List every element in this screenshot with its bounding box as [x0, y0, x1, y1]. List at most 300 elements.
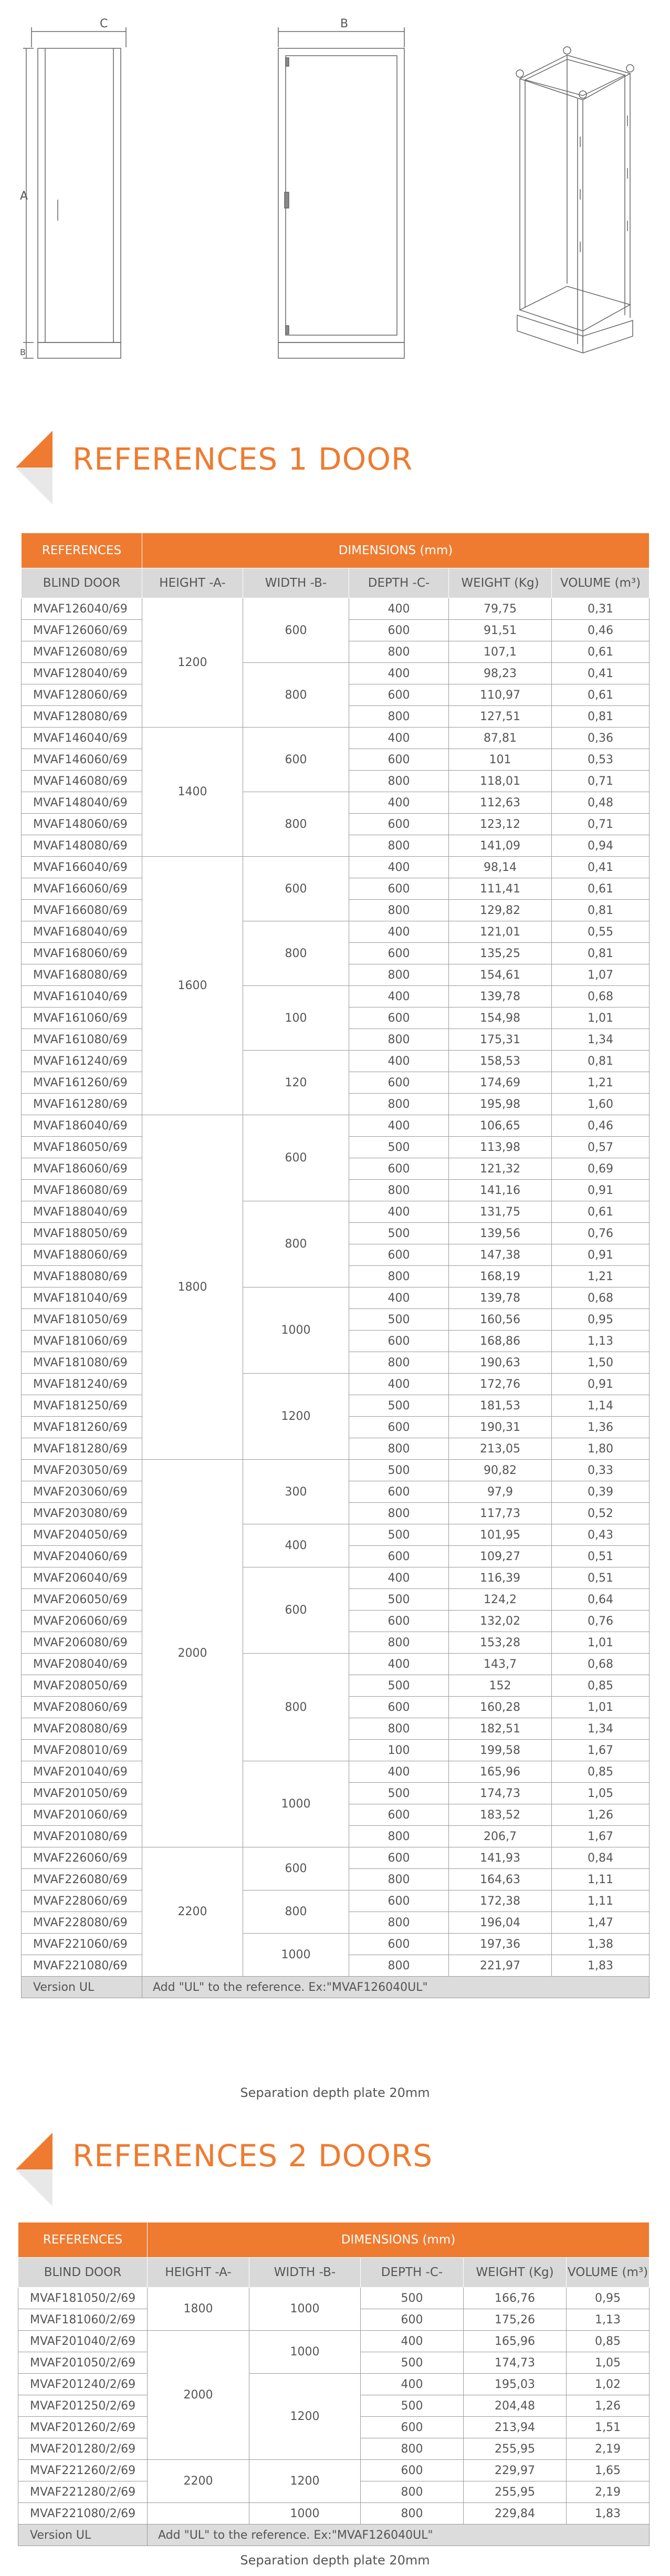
weight-cell: 143,7 — [449, 1654, 552, 1675]
weight-cell: 127,51 — [449, 706, 552, 728]
weight-cell: 255,95 — [464, 2438, 567, 2460]
model-reference-cell: MVAF186060/69 — [22, 1158, 142, 1180]
volume-cell: 0,71 — [552, 771, 650, 792]
width-cell: 400 — [243, 1524, 349, 1567]
table-row — [22, 1201, 650, 1223]
volume-cell: 0,69 — [552, 1158, 650, 1180]
depth-cell: 800 — [349, 1718, 449, 1740]
model-reference-cell: MVAF181060/2/69 — [18, 2309, 148, 2331]
depth-cell: 400 — [361, 2374, 464, 2395]
volume-cell: 0,52 — [552, 1503, 650, 1524]
model-reference-cell: MVAF168080/69 — [22, 964, 142, 986]
volume-cell: 1,02 — [567, 2374, 650, 2395]
model-reference-cell: MVAF161260/69 — [22, 1072, 142, 1094]
depth-cell: 800 — [349, 1955, 449, 1977]
depth-cell: 600 — [349, 1244, 449, 1266]
table-row — [22, 1934, 650, 1955]
depth-cell: 800 — [349, 706, 449, 728]
weight-cell: 154,61 — [449, 964, 552, 986]
depth-cell: 400 — [349, 663, 449, 684]
width-cell: 300 — [243, 1460, 349, 1524]
table-row — [22, 986, 650, 1007]
model-reference-cell: MVAF201250/2/69 — [18, 2395, 148, 2417]
volume-cell: 0,53 — [552, 749, 650, 771]
width-cell: 800 — [243, 1201, 349, 1287]
model-reference-cell: MVAF181240/69 — [22, 1374, 142, 1395]
model-reference-cell: MVAF166040/69 — [22, 857, 142, 878]
model-reference-cell: MVAF204050/69 — [22, 1524, 142, 1546]
depth-cell: 400 — [349, 728, 449, 749]
model-reference-cell: MVAF206040/69 — [22, 1567, 142, 1589]
width-cell: 1200 — [249, 2460, 361, 2503]
weight-cell: 255,95 — [464, 2481, 567, 2503]
model-reference-cell: MVAF166080/69 — [22, 900, 142, 921]
model-reference-cell: MVAF201040/2/69 — [18, 2331, 148, 2352]
width-cell: 600 — [243, 1847, 349, 1891]
volume-cell: 2,19 — [567, 2481, 650, 2503]
volume-cell: 1,83 — [552, 1955, 650, 1977]
model-reference-cell: MVAF128080/69 — [22, 706, 142, 728]
depth-cell: 500 — [349, 1524, 449, 1546]
height-cell: 1400 — [142, 728, 243, 857]
volume-cell: 0,85 — [552, 1761, 650, 1783]
height-cell: 1800 — [148, 2288, 249, 2331]
model-reference-cell: MVAF128060/69 — [22, 684, 142, 706]
weight-cell: 111,41 — [449, 878, 552, 900]
height-cell: 2000 — [142, 1460, 243, 1847]
width-cell: 1000 — [243, 1934, 349, 1977]
width-cell: 1000 — [249, 2503, 361, 2525]
weight-cell: 195,98 — [449, 1094, 552, 1115]
volume-cell: 0,43 — [552, 1524, 650, 1546]
depth-cell: 400 — [349, 1115, 449, 1137]
height-cell: 1800 — [142, 1115, 243, 1460]
weight-cell: 101 — [449, 749, 552, 771]
depth-cell: 600 — [349, 1611, 449, 1632]
depth-cell: 500 — [349, 1309, 449, 1331]
width-cell: 800 — [243, 921, 349, 986]
model-reference-cell: MVAF181280/69 — [22, 1438, 142, 1460]
weight-cell: 153,28 — [449, 1632, 552, 1654]
table-header-row — [18, 2222, 650, 2258]
volume-cell: 0,68 — [552, 986, 650, 1007]
table-row — [22, 1374, 650, 1395]
width-cell: 800 — [243, 792, 349, 857]
volume-cell: 1,11 — [552, 1869, 650, 1891]
weight-cell: 221,97 — [449, 1955, 552, 1977]
model-reference-cell: MVAF161060/69 — [22, 1007, 142, 1029]
weight-cell: 197,36 — [449, 1934, 552, 1955]
weight-cell: 117,73 — [449, 1503, 552, 1524]
version-label: Version UL — [22, 1977, 142, 1998]
weight-cell: 174,69 — [449, 1072, 552, 1094]
width-cell: 600 — [243, 1115, 349, 1201]
depth-cell: 800 — [349, 1912, 449, 1934]
width-cell: 1000 — [243, 1287, 349, 1374]
depth-cell: 400 — [349, 1374, 449, 1395]
model-reference-cell: MVAF186040/69 — [22, 1115, 142, 1137]
volume-cell: 0,91 — [552, 1180, 650, 1201]
weight-cell: 183,52 — [449, 1804, 552, 1826]
volume-cell: 1,01 — [552, 1007, 650, 1029]
volume-cell: 1,14 — [552, 1395, 650, 1417]
model-reference-cell: MVAF126040/69 — [22, 598, 142, 620]
volume-cell: 0,91 — [552, 1374, 650, 1395]
model-reference-cell: MVAF206060/69 — [22, 1611, 142, 1632]
depth-cell: 600 — [361, 2417, 464, 2438]
width-cell: 1200 — [243, 1374, 349, 1460]
depth-cell: 500 — [349, 1460, 449, 1481]
volume-cell: 1,38 — [552, 1934, 650, 1955]
weight-cell: 79,75 — [449, 598, 552, 620]
weight-cell: 141,09 — [449, 835, 552, 857]
weight-cell: 213,94 — [464, 2417, 567, 2438]
model-reference-cell: MVAF221280/2/69 — [18, 2481, 148, 2503]
volume-cell: 0,46 — [552, 620, 650, 641]
volume-cell: 0,95 — [567, 2288, 650, 2309]
dimensions-header: DIMENSIONS (mm) — [148, 2222, 650, 2258]
width-cell: 600 — [243, 857, 349, 921]
weight-cell: 116,39 — [449, 1567, 552, 1589]
depth-cell: 400 — [349, 1201, 449, 1223]
model-reference-cell: MVAF226060/69 — [22, 1847, 142, 1869]
weight-cell: 101,95 — [449, 1524, 552, 1546]
depth-cell: 400 — [349, 1654, 449, 1675]
column-header: WIDTH -B- — [243, 568, 349, 598]
model-reference-cell: MVAF221080/2/69 — [18, 2503, 148, 2525]
depth-cell: 600 — [349, 1331, 449, 1352]
model-reference-cell: MVAF228080/69 — [22, 1912, 142, 1934]
weight-cell: 172,38 — [449, 1891, 552, 1912]
table-header-row — [22, 533, 650, 568]
volume-cell: 0,33 — [552, 1460, 650, 1481]
volume-cell: 1,80 — [552, 1438, 650, 1460]
volume-cell: 1,11 — [552, 1891, 650, 1912]
volume-cell: 1,01 — [552, 1632, 650, 1654]
volume-cell: 1,26 — [552, 1804, 650, 1826]
dim-label-b: B — [340, 17, 349, 30]
references-header: REFERENCES — [18, 2222, 148, 2258]
height-cell: 2200 — [148, 2460, 249, 2503]
model-reference-cell: MVAF208080/69 — [22, 1718, 142, 1740]
column-header: HEIGHT -A- — [148, 2258, 249, 2288]
weight-cell: 229,84 — [464, 2503, 567, 2525]
column-header: BLIND DOOR — [22, 568, 142, 598]
weight-cell: 123,12 — [449, 814, 552, 835]
depth-cell: 600 — [349, 749, 449, 771]
model-reference-cell: MVAF168040/69 — [22, 921, 142, 943]
references-2-doors-table — [18, 2222, 650, 2546]
column-header: WEIGHT (Kg) — [449, 568, 552, 598]
weight-cell: 166,76 — [464, 2288, 567, 2309]
isometric-frame-drawing — [516, 47, 634, 353]
model-reference-cell: MVAF221080/69 — [22, 1955, 142, 1977]
depth-cell: 600 — [349, 943, 449, 964]
model-reference-cell: MVAF201060/69 — [22, 1804, 142, 1826]
references-1-door-table — [21, 533, 650, 1998]
model-reference-cell: MVAF181060/69 — [22, 1331, 142, 1352]
model-reference-cell: MVAF201050/2/69 — [18, 2352, 148, 2374]
width-cell: 1200 — [249, 2374, 361, 2460]
model-reference-cell: MVAF161240/69 — [22, 1051, 142, 1072]
depth-cell: 400 — [349, 921, 449, 943]
column-header: WIDTH -B- — [249, 2258, 361, 2288]
model-reference-cell: MVAF188050/69 — [22, 1223, 142, 1244]
table-row — [22, 663, 650, 684]
model-reference-cell: MVAF186050/69 — [22, 1137, 142, 1158]
section-1-title: REFERENCES 1 DOOR — [72, 441, 413, 477]
model-reference-cell: MVAF126080/69 — [22, 641, 142, 663]
table-row — [18, 2331, 650, 2352]
width-cell: 120 — [243, 1051, 349, 1115]
model-reference-cell: MVAF148060/69 — [22, 814, 142, 835]
volume-cell: 1,36 — [552, 1417, 650, 1438]
model-reference-cell: MVAF146060/69 — [22, 749, 142, 771]
volume-cell: 1,01 — [552, 1697, 650, 1718]
height-cell: 2200 — [142, 1847, 243, 1977]
width-cell: 1000 — [243, 1761, 349, 1847]
volume-cell: 0,76 — [552, 1223, 650, 1244]
model-reference-cell: MVAF201280/2/69 — [18, 2438, 148, 2460]
table-row — [22, 921, 650, 943]
table-row — [22, 792, 650, 814]
depth-cell: 800 — [349, 1266, 449, 1287]
table-row — [22, 1567, 650, 1589]
table-row — [22, 1891, 650, 1912]
depth-cell: 600 — [349, 1007, 449, 1029]
weight-cell: 204,48 — [464, 2395, 567, 2417]
weight-cell: 190,63 — [449, 1352, 552, 1374]
volume-cell: 0,31 — [552, 598, 650, 620]
model-reference-cell: MVAF206050/69 — [22, 1589, 142, 1611]
weight-cell: 206,7 — [449, 1826, 552, 1847]
model-reference-cell: MVAF181250/69 — [22, 1395, 142, 1417]
weight-cell: 97,9 — [449, 1481, 552, 1503]
volume-cell: 0,91 — [552, 1244, 650, 1266]
depth-cell: 500 — [361, 2288, 464, 2309]
depth-cell: 600 — [349, 684, 449, 706]
version-ul-row — [18, 2525, 650, 2546]
volume-cell: 0,41 — [552, 857, 650, 878]
weight-cell: 175,26 — [464, 2309, 567, 2331]
depth-cell: 500 — [349, 1223, 449, 1244]
table-row — [22, 1287, 650, 1309]
weight-cell: 124,2 — [449, 1589, 552, 1611]
table-row — [22, 1460, 650, 1481]
dimensions-header: DIMENSIONS (mm) — [142, 533, 650, 568]
depth-cell: 500 — [361, 2395, 464, 2417]
depth-cell: 600 — [349, 1481, 449, 1503]
weight-cell: 139,78 — [449, 1287, 552, 1309]
depth-cell: 400 — [349, 1761, 449, 1783]
volume-cell: 1,65 — [567, 2460, 650, 2481]
model-reference-cell: MVAF181050/69 — [22, 1309, 142, 1331]
model-reference-cell: MVAF188040/69 — [22, 1201, 142, 1223]
volume-cell: 0,51 — [552, 1567, 650, 1589]
column-header: VOLUME (m³) — [567, 2258, 650, 2288]
depth-cell: 600 — [349, 1158, 449, 1180]
weight-cell: 168,19 — [449, 1266, 552, 1287]
model-reference-cell: MVAF203060/69 — [22, 1481, 142, 1503]
model-reference-cell: MVAF201240/2/69 — [18, 2374, 148, 2395]
volume-cell: 0,84 — [552, 1847, 650, 1869]
volume-cell: 0,81 — [552, 943, 650, 964]
table-row — [22, 1761, 650, 1783]
volume-cell: 1,21 — [552, 1266, 650, 1287]
depth-cell: 600 — [349, 1891, 449, 1912]
depth-cell: 600 — [349, 814, 449, 835]
height-cell: 2000 — [148, 2331, 249, 2460]
model-reference-cell: MVAF208010/69 — [22, 1740, 142, 1761]
volume-cell: 0,64 — [552, 1589, 650, 1611]
height-cell: 1200 — [142, 598, 243, 728]
column-header: DEPTH -C- — [361, 2258, 464, 2288]
dim-label-c: C — [100, 17, 108, 30]
model-reference-cell: MVAF148080/69 — [22, 835, 142, 857]
table-column-header-row — [22, 568, 650, 598]
depth-cell: 800 — [349, 1503, 449, 1524]
column-header: VOLUME (m³) — [552, 568, 650, 598]
model-reference-cell: MVAF228060/69 — [22, 1891, 142, 1912]
depth-cell: 600 — [361, 2460, 464, 2481]
depth-cell: 800 — [349, 1352, 449, 1374]
weight-cell: 175,31 — [449, 1029, 552, 1051]
weight-cell: 199,58 — [449, 1740, 552, 1761]
depth-cell: 400 — [361, 2331, 464, 2352]
weight-cell: 147,38 — [449, 1244, 552, 1266]
model-reference-cell: MVAF188060/69 — [22, 1244, 142, 1266]
volume-cell: 0,61 — [552, 641, 650, 663]
weight-cell: 129,82 — [449, 900, 552, 921]
depth-cell: 600 — [349, 878, 449, 900]
model-reference-cell: MVAF166060/69 — [22, 878, 142, 900]
model-reference-cell: MVAF161280/69 — [22, 1094, 142, 1115]
model-reference-cell: MVAF161080/69 — [22, 1029, 142, 1051]
table-row — [18, 2460, 650, 2481]
brand-logo-icon — [16, 2133, 53, 2206]
volume-cell: 0,81 — [552, 1051, 650, 1072]
weight-cell: 195,03 — [464, 2374, 567, 2395]
weight-cell: 139,56 — [449, 1223, 552, 1244]
depth-cell: 600 — [349, 1847, 449, 1869]
volume-cell: 0,81 — [552, 900, 650, 921]
depth-cell: 800 — [349, 1869, 449, 1891]
volume-cell: 1,47 — [552, 1912, 650, 1934]
depth-cell: 800 — [349, 1826, 449, 1847]
model-reference-cell: MVAF204060/69 — [22, 1546, 142, 1567]
weight-cell: 98,14 — [449, 857, 552, 878]
volume-cell: 1,34 — [552, 1029, 650, 1051]
depth-cell: 600 — [349, 620, 449, 641]
side-view-drawing — [23, 27, 126, 358]
model-reference-cell: MVAF201260/2/69 — [18, 2417, 148, 2438]
model-reference-cell: MVAF201080/69 — [22, 1826, 142, 1847]
model-reference-cell: MVAF181080/69 — [22, 1352, 142, 1374]
volume-cell: 0,61 — [552, 1201, 650, 1223]
depth-cell: 500 — [349, 1589, 449, 1611]
depth-cell: 400 — [349, 792, 449, 814]
weight-cell: 132,02 — [449, 1611, 552, 1632]
volume-cell: 0,68 — [552, 1287, 650, 1309]
volume-cell: 1,51 — [567, 2417, 650, 2438]
table-row — [22, 1115, 650, 1137]
width-cell: 600 — [243, 728, 349, 792]
model-reference-cell: MVAF203080/69 — [22, 1503, 142, 1524]
depth-cell: 400 — [349, 1287, 449, 1309]
weight-cell: 168,86 — [449, 1331, 552, 1352]
volume-cell: 0,76 — [552, 1611, 650, 1632]
model-reference-cell: MVAF206080/69 — [22, 1632, 142, 1654]
column-header: HEIGHT -A- — [142, 568, 243, 598]
depth-cell: 400 — [349, 598, 449, 620]
separation-note-1: Separation depth plate 20mm — [240, 2085, 430, 2100]
table-row — [22, 1051, 650, 1072]
volume-cell: 1,13 — [567, 2309, 650, 2331]
model-reference-cell: MVAF181260/69 — [22, 1417, 142, 1438]
model-reference-cell: MVAF208050/69 — [22, 1675, 142, 1697]
model-reference-cell: MVAF128040/69 — [22, 663, 142, 684]
depth-cell: 800 — [349, 835, 449, 857]
model-reference-cell: MVAF203050/69 — [22, 1460, 142, 1481]
model-reference-cell: MVAF221260/2/69 — [18, 2460, 148, 2481]
depth-cell: 800 — [349, 1438, 449, 1460]
model-reference-cell: MVAF146080/69 — [22, 771, 142, 792]
model-reference-cell: MVAF148040/69 — [22, 792, 142, 814]
depth-cell: 600 — [349, 1697, 449, 1718]
table-row — [22, 857, 650, 878]
depth-cell: 400 — [349, 1567, 449, 1589]
volume-cell: 1,26 — [567, 2395, 650, 2417]
volume-cell: 0,68 — [552, 1654, 650, 1675]
table-row — [18, 2288, 650, 2309]
version-ul-row — [22, 1977, 650, 1998]
table-row — [22, 1847, 650, 1869]
model-reference-cell: MVAF186080/69 — [22, 1180, 142, 1201]
weight-cell: 91,51 — [449, 620, 552, 641]
version-label: Version UL — [18, 2525, 148, 2546]
depth-cell: 400 — [349, 1051, 449, 1072]
depth-cell: 600 — [349, 1417, 449, 1438]
weight-cell: 131,75 — [449, 1201, 552, 1223]
depth-cell: 800 — [349, 771, 449, 792]
column-header: WEIGHT (Kg) — [464, 2258, 567, 2288]
volume-cell: 2,19 — [567, 2438, 650, 2460]
depth-cell: 100 — [349, 1740, 449, 1761]
volume-cell: 0,46 — [552, 1115, 650, 1137]
volume-cell: 1,50 — [552, 1352, 650, 1374]
depth-cell: 800 — [349, 641, 449, 663]
weight-cell: 141,16 — [449, 1180, 552, 1201]
depth-cell: 600 — [361, 2309, 464, 2331]
column-header: BLIND DOOR — [18, 2258, 148, 2288]
weight-cell: 109,27 — [449, 1546, 552, 1567]
volume-cell: 0,61 — [552, 684, 650, 706]
model-reference-cell: MVAF188080/69 — [22, 1266, 142, 1287]
width-cell: 800 — [243, 1654, 349, 1761]
depth-cell: 800 — [349, 964, 449, 986]
width-cell: 800 — [243, 663, 349, 728]
volume-cell: 0,51 — [552, 1546, 650, 1567]
depth-cell: 400 — [349, 986, 449, 1007]
volume-cell: 1,34 — [552, 1718, 650, 1740]
brand-logo-icon — [16, 431, 53, 504]
model-reference-cell: MVAF181050/2/69 — [18, 2288, 148, 2309]
weight-cell: 182,51 — [449, 1718, 552, 1740]
depth-cell: 500 — [349, 1783, 449, 1804]
weight-cell: 135,25 — [449, 943, 552, 964]
table-row — [22, 728, 650, 749]
volume-cell: 0,41 — [552, 663, 650, 684]
